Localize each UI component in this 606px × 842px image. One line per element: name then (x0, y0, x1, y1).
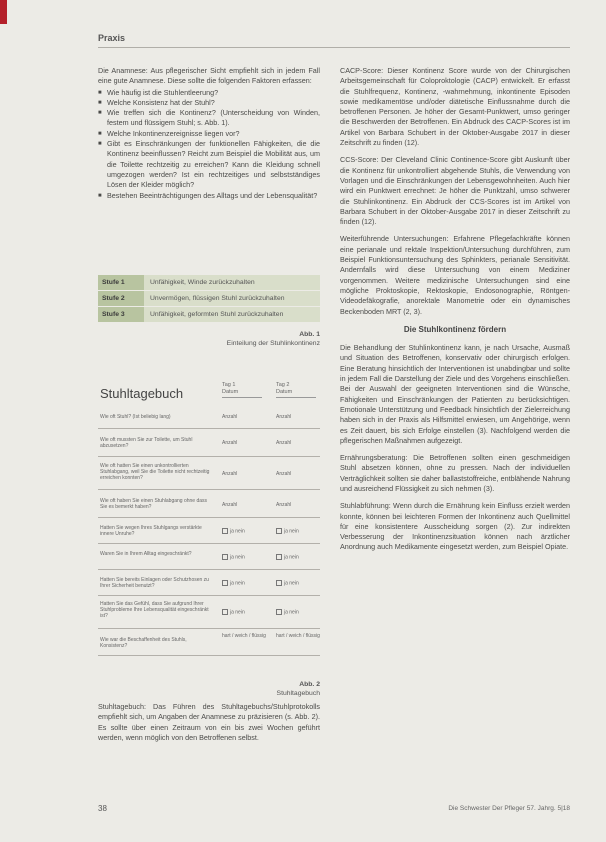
stufe-text: Unfähigkeit, geformten Stuhl zurückzuhalten (144, 307, 320, 322)
form-question: Wie oft Stuhl? (Ist beliebig lang) (100, 414, 171, 420)
checkbox-icon[interactable] (276, 609, 282, 615)
question-item: ■ Welche Inkontinenzereignisse liegen vor? (98, 129, 320, 139)
stuhltagebuch-form (98, 378, 320, 668)
anamnese-questions (98, 88, 320, 201)
form-row (98, 629, 320, 656)
form-question: Wie oft mussten Sie zur Toilette, um Stuhl abzusetzen? (100, 437, 193, 449)
stufe-label: Stufe 1 (98, 275, 144, 290)
form-answer-day2[interactable] (276, 528, 299, 534)
day2-label: Tag 2 (276, 382, 290, 388)
accent-bar (0, 0, 7, 24)
question-item: ■ Wie häufig ist die Stuhlentleerung? (98, 88, 320, 98)
paragraph-untersuchungen: Weiterführende Untersuchungen: Erfahrene Pflegefachkräfte können eine perianale und rektale Inspektion/Untersuchung durchführen, zum Beispiel Funktionsuntersuchung des Sphinkters, perianale Sensitivität. Andernfalls wird diese Untersuchung von einem Mediziner vorgenommen. Weitere medizinische Untersuchungen sind eine mögliche Proktoskopie, Rektoskopie, Endosonographie, Röntgen-Videodefäkografie, anorektale Manometrie oder ein dynamisches Beckenboden MRT (2, 3). (340, 234, 570, 316)
form-answer-day1: Anzahl (222, 471, 238, 477)
checkbox-label: ja nein (230, 609, 245, 616)
form-answer-day1[interactable] (222, 554, 245, 560)
checkbox-label: ja nein (284, 609, 299, 616)
form-answer-day2: Anzahl (276, 440, 292, 446)
form-answer-day2: Anzahl (276, 471, 292, 477)
day1-label: Tag 1 (222, 382, 236, 388)
question-item: ■ Welche Konsistenz hat der Stuhl? (98, 98, 320, 108)
figure-caption-text: Einteilung der Stuhlinkontinenz (226, 340, 320, 347)
form-answer-day1: Anzahl (222, 414, 238, 420)
checkbox-icon[interactable] (222, 580, 228, 586)
figure-number: Abb. 2 (299, 681, 320, 688)
divider (98, 47, 570, 48)
day2-date: Datum (276, 389, 293, 395)
checkbox-label: ja nein (230, 554, 245, 561)
form-question: Hatten Sie das Gefühl, dass Sie aufgrund Ihrer Stuhlprobleme Ihre Lebensqualität eingeschränkt ist? (100, 601, 209, 619)
question-item: ■ Gibt es Einschränkungen der funktionellen Fähigkeiten, die die Kontinenz beeinflussen? Reicht zum Beispiel die Mobilität aus, um die Toilette rechtzeitig zu erreichen? Kann die Kleidung schnell umgezogen werden? Ist ein rechtzeitiges und selbstständiges Lösen der Kleider möglich? (98, 139, 320, 190)
form-row (98, 457, 320, 490)
day1-header (222, 382, 262, 398)
form-question: Hatten Sie bereits Einlagen oder Schutzhosen zu Ihrer Sicherheit benutzt? (100, 577, 209, 589)
paragraph-ccs: CCS-Score: Der Cleveland Clinic Continence-Score gibt Auskunft über die Kontinenz für unkontrolliert abgehende Stuhls, die Verwendung von Vorlagen und die Einschränkungen der Lebensgewohnheiten. Auch hier wird ein Punktwert errechnet: Je höher die Punktzahl, umso schwerer die Stuhlinkontinenz. Ein Abdruck der CCS-Scores ist im Artikel von Barbara Schubert in der Oktober-Ausgabe 2017 in dieser Zeitschrift zu finden (12). (340, 155, 570, 227)
stufe-row (98, 307, 320, 322)
journal-reference: Die Schwester Der Pfleger 57. Jahrg. 5|18 (448, 805, 570, 812)
section-heading: Die Stuhlkontinenz fördern (403, 324, 507, 334)
stufe-text: Unvermögen, flüssigen Stuhl zurückzuhalten (144, 291, 320, 306)
form-row (98, 429, 320, 457)
left-column (98, 66, 320, 201)
stuhltagebuch-paragraph (98, 702, 320, 750)
checkbox-icon[interactable] (276, 580, 282, 586)
form-answer-day1[interactable]: hart / weich / flüssig (222, 633, 266, 639)
paragraph-ernaehrung: Ernährungsberatung: Die Betroffenen sollten einen geschmeidigen Stuhl absetzen können, ohne zu pressen. Nach der individuellen Verträglichkeit sollten sie daher ballaststoffreiche, entblähende Nahrung und ausreichend Flüssigkeit zu sich nehmen (3). (340, 453, 570, 493)
checkbox-icon[interactable] (276, 554, 282, 560)
checkbox-label: ja nein (284, 554, 299, 561)
form-answer-day2: Anzahl (276, 502, 292, 508)
form-question: Wie war die Beschaffenheit des Stuhls, Konsistenz? (100, 637, 187, 649)
checkbox-label: ja nein (230, 528, 245, 535)
stufe-row (98, 291, 320, 306)
form-question: Waren Sie in Ihrem Alltag eingeschränkt? (100, 551, 192, 557)
day2-header (276, 382, 316, 398)
stufen-table (98, 275, 320, 348)
figure-caption (98, 680, 320, 698)
form-row (98, 490, 320, 518)
right-column (340, 66, 570, 560)
form-row (98, 570, 320, 596)
form-question: Wie oft hatten Sie einen unkontrollierten Stuhlabgang, weil Sie die Toilette nicht rechtzeitig erreichen konnten? (100, 463, 210, 481)
figure-number: Abb. 1 (299, 331, 320, 338)
form-row (98, 544, 320, 570)
checkbox-icon[interactable] (222, 554, 228, 560)
checkbox-icon[interactable] (222, 528, 228, 534)
form-answer-day2[interactable] (276, 609, 299, 615)
form-question: Wie oft haben Sie einen Stuhlabgang ohne dass Sie es bemerkt haben? (100, 498, 208, 510)
form-answer-day2[interactable]: hart / weich / flüssig (276, 633, 320, 639)
figure-caption (98, 330, 320, 348)
stufe-label: Stufe 2 (98, 291, 144, 306)
form-question: Hatten Sie wegen Ihres Stuhlgangs verstärkte innere Unruhe? (100, 525, 202, 537)
form-answer-day2[interactable] (276, 580, 299, 586)
checkbox-icon[interactable] (222, 609, 228, 615)
form-answer-day1[interactable] (222, 609, 245, 615)
section-tag: Praxis (98, 33, 126, 43)
day1-date: Datum (222, 389, 239, 395)
checkbox-label: ja nein (284, 580, 299, 587)
question-item: ■ Bestehen Beeinträchtigungen des Alltags und der Lebensqualität? (98, 191, 320, 201)
form-answer-day2[interactable] (276, 554, 299, 560)
paragraph-cacp: CACP-Score: Dieser Kontinenz Score wurde von der Chirurgischen Arbeitsgemeinschaft für Coloproktologie (CACP) entwickelt. Er erfasst die Stuhlfrequenz, Kontinenz, -wahrnehmung, inkontinente Episoden sowie medikamentöse und/oder diätetische Einflussnahme durch die betroffenen Personen. Je höher der Gesamt-Punktwert, umso geringer die Beschwerden der Betroffenen. Ein Abdruck des CACP-Scores ist im Artikel von Barbara Schubert in der Oktober-Ausgabe 2017 in dieser Zeitschrift zu finden (12). (340, 66, 570, 148)
stufe-row (98, 275, 320, 290)
stufe-label: Stufe 3 (98, 307, 144, 322)
form-answer-day1: Anzahl (222, 502, 238, 508)
stufe-text: Unfähigkeit, Winde zurückzuhalten (144, 275, 320, 290)
paragraph-foerdern: Die Behandlung der Stuhlinkontinenz kann, je nach Ursache, Ausmaß und Situation des Betroffenen, konservativ oder chirurgisch erfolgen. Eine Beratung hinsichtlich der Interventionen ist unabdingbar und sollte in jedem Fall die Darstellung der Ziele und des Vorgehens einschließen. Bei der Auswahl der geeigneten Interventionen sind die Wünsche, Fähigkeiten und Einschränkungen der Patienten zu berücksichtigen. Emotionale Unterstützung und Feedback hinsichtlich der Zielerreichung haben sich in der Praxis als Hilfsmittel erwiesen, um Angehörige, wenn es Zeit dauert, bis sich Erfolge einstellen (3). Nachfolgend werden die pflegerischen Maßnahmen aufgezeigt. (340, 343, 570, 445)
checkbox-label: ja nein (230, 580, 245, 587)
form-answer-day1[interactable] (222, 580, 245, 586)
paragraph: Stuhltagebuch: Das Führen des Stuhltagebuchs/Stuhlprotokolls empfiehlt sich, um Angaben der Anamnese zu präzisieren (s. Abb. 2). Es sollte über einen Zeitraum von ein bis zwei Wochen geführt werden, wenn möglich von den Betroffenen selbst. (98, 702, 320, 742)
checkbox-label: ja nein (284, 528, 299, 535)
paragraph-stuhlabfuehrung: Stuhlabführung: Wenn durch die Ernährung kein Einfluss erzielt werden konnte, können bei leichteren Formen der Inkontinenz auch Quellmittel für eine konsistentere Ausscheidung sorgen (2). Zur indirekten Verbesserung der Inkontinenzsituation können nach ärztlicher Anordnung auch Medikamente eingesetzt werden, zum Beispiel Opiate. (340, 501, 570, 552)
form-answer-day2: Anzahl (276, 414, 292, 420)
form-row (98, 596, 320, 629)
page-number: 38 (98, 804, 107, 813)
form-row (98, 518, 320, 544)
question-item: ■ Wie treffen sich die Kontinenz? (Unterscheidung von Winden, festem und flüssigem Stuhl; s. Abb. 1). (98, 108, 320, 129)
form-answer-day1[interactable] (222, 528, 245, 534)
form-row (98, 406, 320, 429)
figure-caption-text: Stuhltagebuch (276, 690, 320, 697)
form-answer-day1: Anzahl (222, 440, 238, 446)
form-title: Stuhltagebuch (100, 386, 184, 401)
checkbox-icon[interactable] (276, 528, 282, 534)
anamnese-intro: Die Anamnese: Aus pflegerischer Sicht empfiehlt sich in jedem Fall eine gute Anamnese. Diese sollte die folgenden Faktoren erfassen: (98, 66, 320, 86)
